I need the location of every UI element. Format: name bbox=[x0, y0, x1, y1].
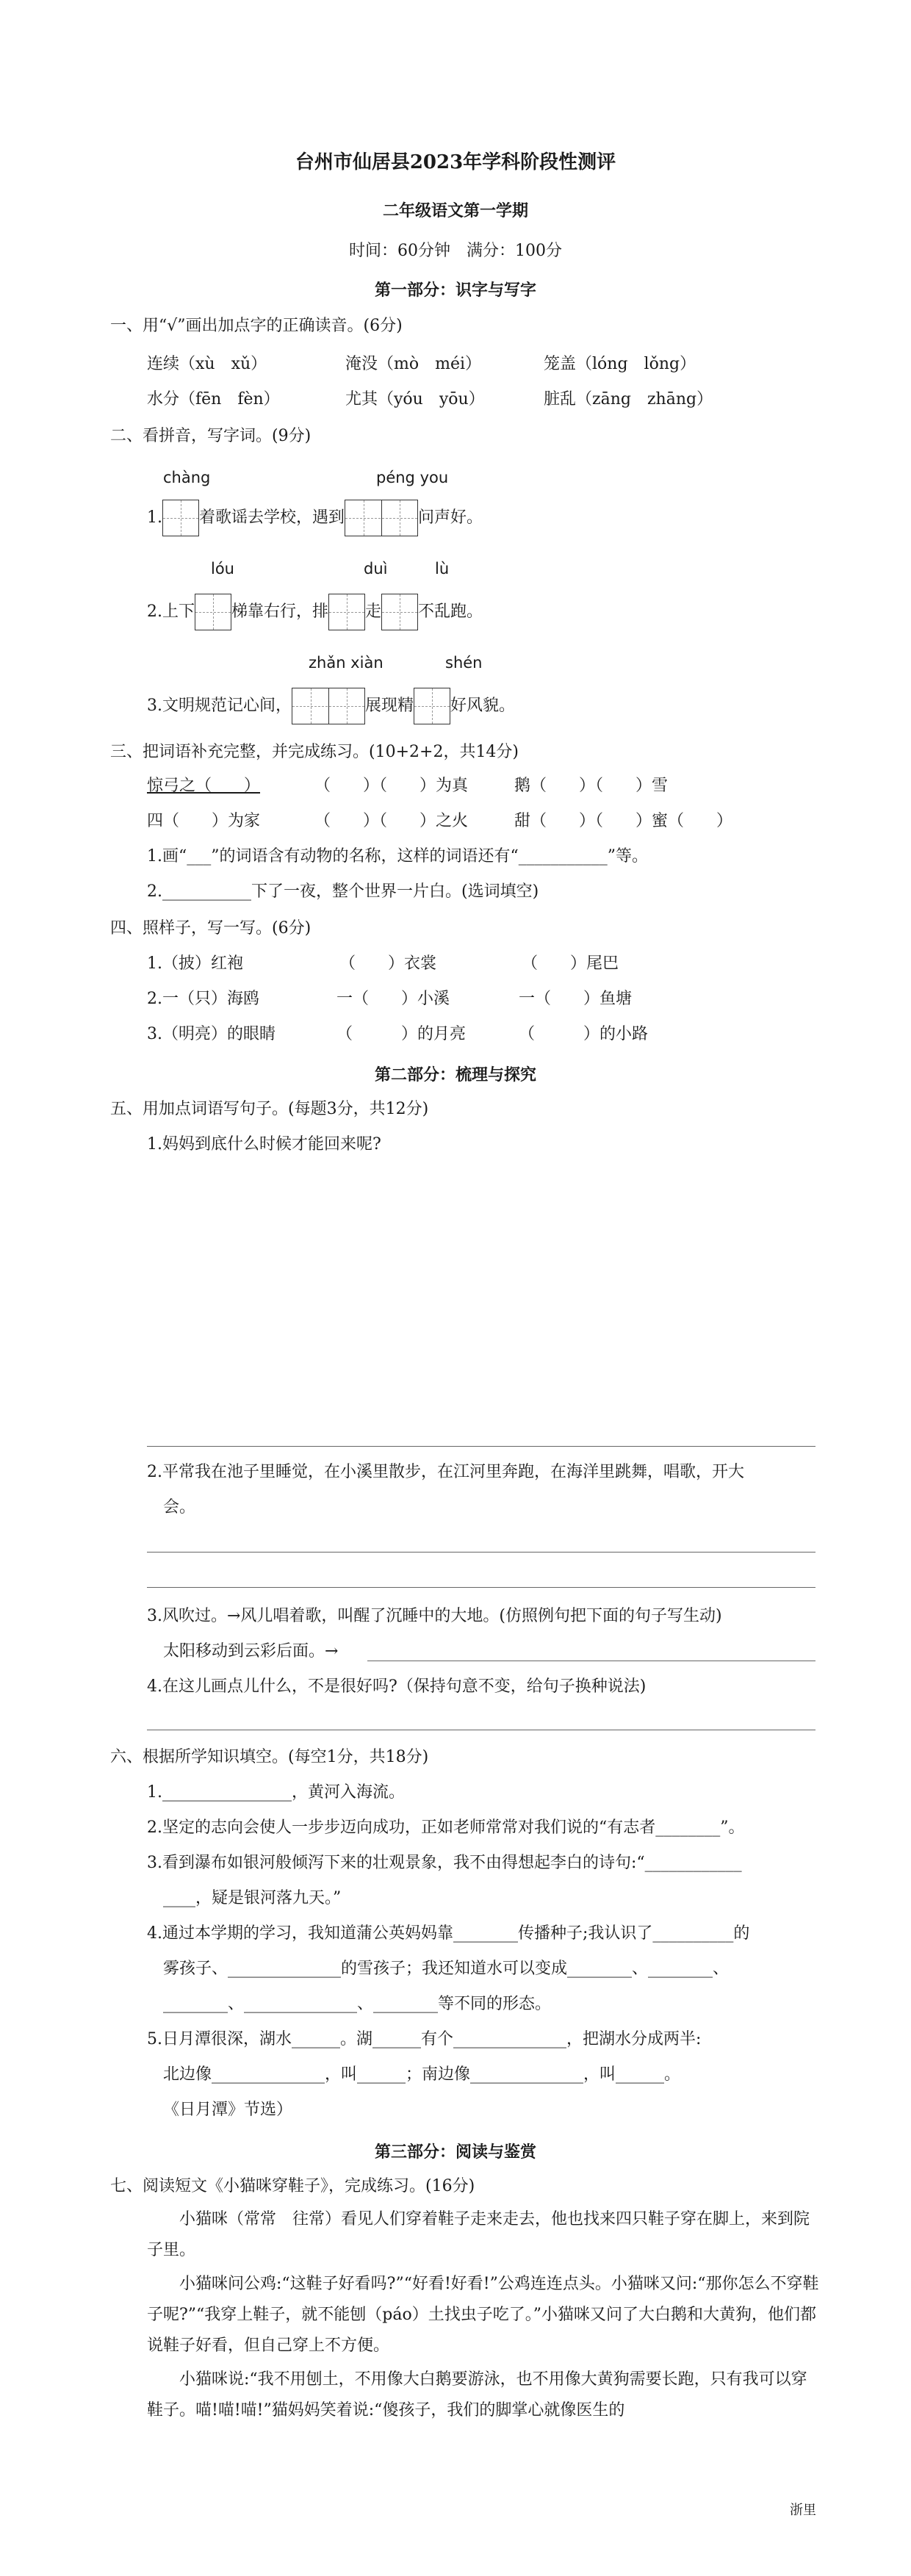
q6-item-4-cont[interactable]: 雾孩子、______________的雪孩子；我还知道水可以变成________、________、 bbox=[163, 1960, 730, 1978]
writing-box[interactable] bbox=[292, 688, 365, 724]
q1-item: 笼盖（lóng lǒng） bbox=[544, 355, 696, 373]
q1-item: 淹没（mò méi） bbox=[345, 355, 482, 373]
q2-line-text: 1. bbox=[147, 508, 162, 527]
writing-box[interactable] bbox=[381, 594, 418, 630]
q3-word[interactable]: 惊弓之（ ） bbox=[147, 777, 261, 795]
q4-item[interactable]: 一（ ）鱼塘 bbox=[519, 990, 633, 1008]
q2-line-2 bbox=[147, 594, 483, 630]
answer-line[interactable] bbox=[147, 1552, 815, 1553]
q2-line-text: 展现精 bbox=[365, 697, 414, 715]
q6-item-5-source: 《日月潭》节选） bbox=[163, 2101, 293, 2119]
q6-item-5-cont[interactable]: 北边像______________，叫______；南边像______________，叫______。 bbox=[163, 2065, 681, 2084]
q3-word[interactable]: （ ）（ ）为真 bbox=[314, 777, 469, 795]
writing-box[interactable] bbox=[414, 688, 450, 724]
q4-item[interactable]: （ ）尾巴 bbox=[522, 954, 619, 973]
q2-line-text: 2.上下 bbox=[147, 602, 195, 621]
q3-word[interactable]: 鹅（ ）（ ）雪 bbox=[514, 777, 669, 795]
pinyin: zhǎn xiàn bbox=[309, 654, 384, 672]
q3-word[interactable]: 甜（ ）（ ）蜜（ ） bbox=[514, 812, 733, 830]
pinyin: chàng bbox=[163, 469, 211, 486]
q5-sentence-4: 4.在这儿画点儿什么，不是很好吗?（保持句意不变，给句子换种说法) bbox=[147, 1677, 647, 1696]
pinyin: lù bbox=[435, 560, 450, 578]
q2-line-text: 好风貌。 bbox=[450, 697, 516, 715]
part3-title: 第三部分：阅读与鉴赏 bbox=[374, 2143, 536, 2162]
q6-title: 六、根据所学知识填空。(每空1分，共18分) bbox=[110, 1748, 429, 1766]
q6-item-1[interactable]: 1.________________，黄河入海流。 bbox=[147, 1783, 405, 1802]
q3-word[interactable]: （ ）（ ）之火 bbox=[314, 812, 469, 830]
q5-sentence-3: 3.风吹过。→风儿唱着歌，叫醒了沉睡中的大地。(仿照例句把下面的句子写生动) bbox=[147, 1607, 722, 1625]
q2-line-1 bbox=[147, 500, 483, 536]
answer-line[interactable] bbox=[147, 1587, 815, 1588]
q4-item: 1.（披）红袍 bbox=[147, 954, 243, 973]
q2-line-text: 走 bbox=[365, 602, 382, 621]
q6-item-2[interactable]: 2.坚定的志向会使人一步步迈向成功，正如老师常常对我们说的“有志者________”。 bbox=[147, 1818, 745, 1837]
q4-item[interactable]: （ ）的月亮 bbox=[336, 1025, 467, 1043]
part1-title: 第一部分：识字与写字 bbox=[374, 281, 536, 300]
q3-sub-2: 2.___________下了一夜，整个世界一片白。(选词填空) bbox=[147, 882, 539, 901]
q5-sentence-1: 1.妈妈到底什么时候才能回来呢? bbox=[147, 1135, 381, 1154]
part2-title: 第二部分：梳理与探究 bbox=[374, 1065, 536, 1084]
writing-box[interactable] bbox=[328, 594, 365, 630]
passage-paragraph-3: 小猫咪说:“我不用刨土，不用像大白鹅要游泳，也不用像大黄狗需要长跑，只有我可以穿鞋子。喵!喵!喵!”猫妈妈笑着说:“傻孩子，我们的脚掌心就像医生的 bbox=[147, 2370, 807, 2420]
q5-sentence-2: 2.平常我在池子里睡觉，在小溪里散步，在江河里奔跑，在海洋里跳舞，唱歌，开大 bbox=[147, 1463, 744, 1481]
q3-word[interactable]: 四（ ）为家 bbox=[147, 812, 261, 830]
exam-subtitle: 二年级语文第一学期 bbox=[382, 201, 528, 220]
exam-meta: 时间：60分钟 满分：100分 bbox=[349, 242, 562, 260]
q4-item[interactable]: 一（ ）小溪 bbox=[336, 990, 450, 1008]
q1-title: 一、用“√”画出加点字的正确读音。(6分) bbox=[110, 317, 403, 335]
pinyin: duì bbox=[364, 560, 388, 578]
q6-item-4[interactable]: 4.通过本学期的学习，我知道蒲公英妈妈靠________传播种子;我认识了__________的 bbox=[147, 1924, 750, 1943]
q5-title: 五、用加点词语写句子。(每题3分，共12分) bbox=[110, 1100, 429, 1118]
q6-item-4-cont[interactable]: ________、______________、________等不同的形态。 bbox=[163, 1995, 552, 2013]
q4-item[interactable]: （ ）衣裳 bbox=[339, 954, 437, 973]
passage-paragraph-1: 小猫咪（常常 往常）看见人们穿着鞋子走来走去，他也找来四只鞋子穿在脚上，来到院子里。 bbox=[147, 2210, 810, 2259]
q6-item-3[interactable]: 3.看到瀑布如银河般倾泻下来的壮观景象，我不由得想起李白的诗句:“____________ bbox=[147, 1854, 742, 1872]
q1-item: 水分（fēn fèn） bbox=[147, 390, 280, 409]
q5-sentence-3-cont: 太阳移动到云彩后面。→ bbox=[163, 1642, 339, 1661]
q2-title: 二、看拼音，写字词。(9分) bbox=[110, 427, 312, 445]
footer-mark: 浙里 bbox=[790, 2503, 816, 2518]
q7-title: 七、阅读短文《小猫咪穿鞋子》，完成练习。(16分) bbox=[110, 2177, 475, 2195]
q4-title: 四、照样子，写一写。(6分) bbox=[110, 919, 312, 938]
q1-item: 连续（xù xǔ） bbox=[147, 355, 267, 373]
q2-line-3 bbox=[147, 688, 515, 724]
q4-item: 3.（明亮）的眼睛 bbox=[147, 1025, 276, 1043]
writing-box[interactable] bbox=[162, 500, 199, 536]
writing-box[interactable] bbox=[195, 594, 231, 630]
q3-title: 三、把词语补充完整，并完成练习。(10+2+2，共14分) bbox=[110, 743, 519, 761]
q4-item: 2.一（只）海鸥 bbox=[147, 990, 259, 1008]
q6-item-5[interactable]: 5.日月潭很深，湖水______。湖______有个______________，把湖水分成两半: bbox=[147, 2030, 702, 2048]
pinyin: péng you bbox=[376, 469, 449, 486]
pinyin: shén bbox=[445, 654, 483, 672]
q1-item: 脏乱（zāng zhāng） bbox=[544, 390, 713, 409]
passage-paragraph-2: 小猫咪问公鸡:“这鞋子好看吗?”“好看!好看!”公鸡连连点头。小猫咪又问:“那你怎么不穿鞋子呢?”“我穿上鞋子，就不能刨（páo）土找虫子吃了。”小猫咪又问了大白鹅和大黄狗，他们都说鞋子好看，但自己穿上不方便。 bbox=[147, 2275, 819, 2355]
q6-item-3-cont[interactable]: ____，疑是银河落九天。” bbox=[163, 1889, 342, 1907]
pinyin: lóu bbox=[211, 560, 234, 578]
answer-line[interactable] bbox=[147, 1446, 815, 1447]
q4-item[interactable]: （ ）的小路 bbox=[519, 1025, 649, 1043]
writing-box[interactable] bbox=[345, 500, 418, 536]
q2-line-text: 梯靠右行，排 bbox=[231, 602, 329, 621]
q3-sub-1: 1.画“___”的词语含有动物的名称，这样的词语还有“___________”等。 bbox=[147, 847, 648, 866]
q2-line-text: 3.文明规范记心间， bbox=[147, 697, 292, 715]
exam-title: 台州市仙居县2023年学科阶段性测评 bbox=[295, 151, 616, 173]
q1-item: 尤其（yóu yōu） bbox=[345, 390, 485, 409]
q2-line-text: 问声好。 bbox=[418, 508, 483, 527]
q2-line-text: 不乱跑。 bbox=[418, 602, 483, 621]
q2-line-text: 着歌谣去学校，遇到 bbox=[199, 508, 345, 527]
q5-sentence-2-cont: 会。 bbox=[163, 1498, 196, 1517]
